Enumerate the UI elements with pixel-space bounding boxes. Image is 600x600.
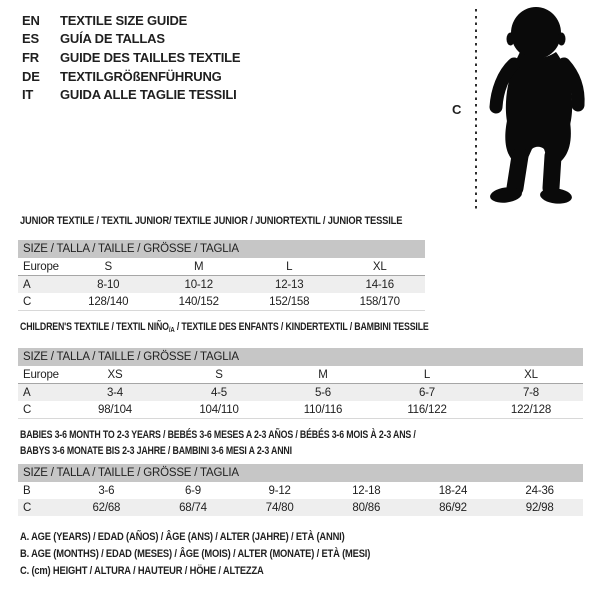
- language-title: GUÍA DE TALLAS: [60, 31, 165, 47]
- height-cell: 122/128: [479, 401, 583, 419]
- months-cell: 12-18: [352, 484, 381, 497]
- legend-text-c: C. (cm) HEIGHT / ALTURA / HAUTEUR / HÖHE / ALTEZZA: [20, 565, 264, 577]
- legend-line-c: [20, 565, 432, 582]
- age-cell: 10-12: [154, 276, 245, 294]
- table-row-europe: [18, 258, 425, 276]
- age-cell: 5-6: [271, 384, 375, 402]
- size-cell: S: [167, 366, 271, 384]
- months-cell: 18-24: [438, 484, 468, 497]
- junior-size-table: [18, 240, 425, 311]
- children-size-table: [18, 348, 583, 419]
- age-cell: 8-10: [63, 276, 154, 294]
- size-header-row: [18, 464, 583, 482]
- language-code: EN: [22, 12, 40, 28]
- legend-line-a: [20, 531, 432, 548]
- legend-line-b: [20, 548, 432, 565]
- language-code: ES: [22, 31, 39, 47]
- table-row-age: [18, 384, 583, 402]
- babies-title-line2: BABYS 3-6 MONATE BIS 2-3 JAHRE / BAMBINI 3-6 MESI A 2-3 ANNI: [20, 444, 292, 457]
- months-cell: 6-9: [184, 484, 201, 497]
- table-row-height: [18, 293, 425, 311]
- height-cell: 74/80: [236, 499, 323, 516]
- children-section-title: [20, 321, 531, 333]
- size-header-row: [18, 348, 583, 366]
- language-row-de: [22, 67, 240, 86]
- language-row-es: [22, 30, 240, 49]
- months-cell: 24-36: [525, 484, 554, 497]
- language-code: FR: [22, 49, 39, 65]
- size-header-bar: SIZE / TALLA / TAILLE / GRÖSSE / TAGLIA: [18, 464, 583, 482]
- height-cell: 80/86: [323, 499, 410, 516]
- row-label: A: [18, 276, 63, 294]
- row-label: A: [18, 384, 63, 402]
- height-cell: 86/92: [410, 499, 497, 516]
- height-cell: 62/68: [63, 499, 150, 516]
- language-title: GUIDA ALLE TAGLIE TESSILI: [60, 87, 237, 103]
- children-title-post: / TEXTILE DES ENFANTS / KINDERTEXTIL / BAMBINI TESSILE: [174, 321, 429, 333]
- size-cell: L: [244, 258, 335, 276]
- measure-legend: [20, 531, 432, 582]
- size-header-row: [18, 240, 425, 258]
- language-row-fr: [22, 48, 240, 67]
- row-label: C: [18, 401, 63, 419]
- height-cell: 92/98: [496, 499, 583, 516]
- language-title: GUIDE DES TAILLES TEXTILE: [60, 49, 241, 65]
- language-code: IT: [22, 87, 34, 103]
- age-cell: 12-13: [244, 276, 335, 294]
- months-cell: 3-6: [98, 484, 115, 497]
- legend-text-b: B. AGE (MONTHS) / EDAD (MESES) / ÂGE (MOIS) / ALTER (MONATE) / ETÀ (MESI): [20, 548, 371, 560]
- size-cell: S: [63, 258, 154, 276]
- language-title: TEXTILE SIZE GUIDE: [60, 12, 188, 28]
- size-cell: M: [271, 366, 375, 384]
- table-row-height: [18, 401, 583, 419]
- language-title-list: [22, 11, 240, 104]
- children-title-pre: CHILDREN'S TEXTILE / TEXTIL NIÑO: [20, 321, 169, 333]
- height-cell: 128/140: [63, 293, 154, 311]
- language-row-en: [22, 11, 240, 30]
- language-row-it: [22, 85, 240, 104]
- children-title-text: [20, 321, 429, 333]
- table-row-height: [18, 499, 583, 516]
- table-row-months: [18, 482, 583, 499]
- age-cell: 4-5: [167, 384, 271, 402]
- row-label: Europe: [18, 258, 63, 276]
- babies-section-title: [20, 428, 515, 459]
- toddler-silhouette-icon: [486, 6, 592, 207]
- age-cell: 7-8: [479, 384, 583, 402]
- height-cell: 68/74: [150, 499, 237, 516]
- babies-size-table: [18, 464, 583, 516]
- size-cell: XL: [335, 258, 426, 276]
- row-label: C: [18, 499, 63, 516]
- age-cell: 3-4: [63, 384, 167, 402]
- age-cell: 14-16: [335, 276, 426, 294]
- children-title-subscript: /A: [168, 325, 175, 334]
- height-cell: 116/122: [375, 401, 479, 419]
- row-label: Europe: [18, 366, 63, 384]
- language-code: DE: [22, 68, 40, 84]
- age-cell: 6-7: [375, 384, 479, 402]
- language-title: TEXTILGRÖßENFÜHRUNG: [60, 68, 222, 84]
- size-cell: L: [375, 366, 479, 384]
- height-cell: 110/116: [271, 401, 375, 419]
- height-cell: 158/170: [335, 293, 426, 311]
- row-label: B: [23, 484, 31, 497]
- junior-section-title: [20, 215, 470, 227]
- babies-title-line1: BABIES 3-6 MONTH TO 2-3 YEARS / BEBÉS 3-6 MESES A 2-3 AÑOS / BÉBÉS 3-6 MOIS À 2-3 ANS /: [20, 429, 416, 441]
- junior-title-text: JUNIOR TEXTILE / TEXTIL JUNIOR/ TEXTILE JUNIOR / JUNIORTEXTIL / JUNIOR TESSILE: [20, 215, 403, 227]
- row-label: C: [18, 293, 63, 311]
- table-row-age: [18, 276, 425, 294]
- height-measure-label: C: [452, 102, 462, 117]
- size-cell: XL: [479, 366, 583, 384]
- size-header-bar: SIZE / TALLA / TAILLE / GRÖSSE / TAGLIA: [18, 240, 425, 258]
- height-cell: 98/104: [63, 401, 167, 419]
- height-cell: 104/110: [167, 401, 271, 419]
- size-header-bar: SIZE / TALLA / TAILLE / GRÖSSE / TAGLIA: [18, 348, 583, 366]
- height-dotted-line: [475, 9, 477, 211]
- legend-text-a: A. AGE (YEARS) / EDAD (AÑOS) / ÂGE (ANS) / ALTER (JAHRE) / ETÀ (ANNI): [20, 531, 345, 543]
- height-cell: 140/152: [154, 293, 245, 311]
- table-row-europe: [18, 366, 583, 384]
- size-cell: M: [154, 258, 245, 276]
- height-cell: 152/158: [244, 293, 335, 311]
- months-cell: 9-12: [268, 484, 291, 497]
- size-cell: XS: [63, 366, 167, 384]
